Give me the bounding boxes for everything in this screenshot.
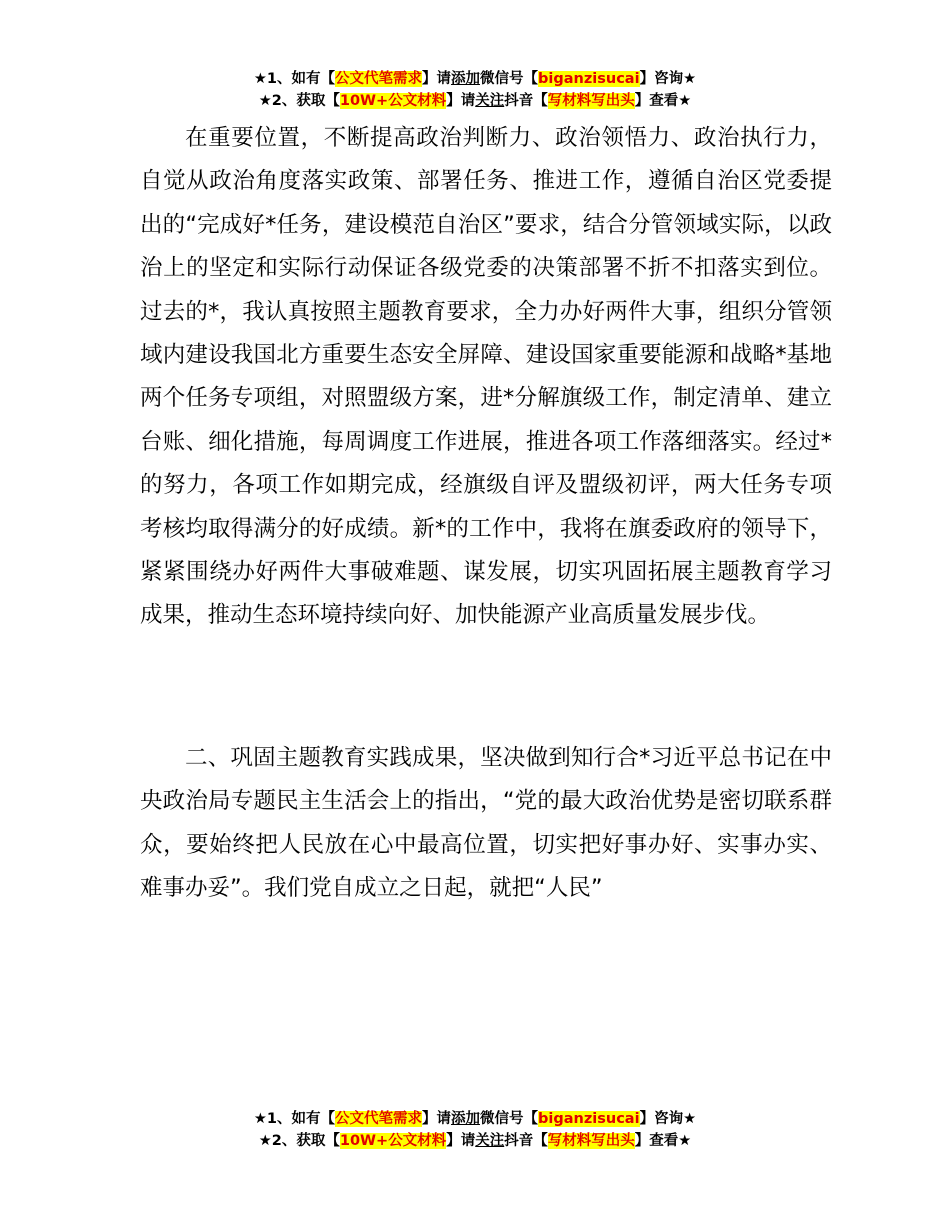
promo-highlight: 公文代笔需求 <box>335 1111 423 1127</box>
promo-underline: 关注 <box>475 1133 505 1149</box>
promo-highlight: 公文代笔需求 <box>335 71 423 87</box>
promo-line-1 <box>0 68 950 90</box>
promo-text: ★2、获取【 <box>258 1133 340 1149</box>
promo-text: 抖音【 <box>504 93 548 109</box>
promo-text: ★2、获取【 <box>258 93 340 109</box>
footer-promo-banner <box>0 1108 950 1152</box>
promo-text: 】咨询★ <box>639 71 697 87</box>
promo-line-2 <box>0 1130 950 1152</box>
promo-highlight: biganzisucai <box>538 1111 640 1127</box>
promo-highlight: 写材料写出头 <box>547 1133 635 1149</box>
promo-text: 】请 <box>422 71 452 87</box>
paragraph-1: 在重要位置，不断提高政治判断力、政治领悟力、政治执行力，自觉从政治角度落实政策、部署任务、推进工作，遵循自治区党委提出的“完成好*任务，建设模范自治区”要求，结合分管领域实际，以政治上的坚定和实际行动保证各级党委的决策部署不折不扣落实到位。过去的*，我认真按照主题教育要求，全力办好两件大事，组织分管领域内建设我国北方重要生态安全屏障、建设国家重要能源和战略*基地两个任务专项组，对照盟级方案，进*分解旗级工作，制定清单、建立台账、细化措施，每周调度工作进展，推进各项工作落细落实。经过*的努力，各项工作如期完成，经旗级自评及盟级初评，两大任务专项考核均取得满分的好成绩。新*的工作中，我将在旗委政府的领导下，紧紧围绕办好两件大事破难题、谋发展，切实巩固拓展主题教育学习成果，推动生态环境持续向好、加快能源产业高质量发展步伐。 <box>140 125 832 629</box>
promo-highlight: 写材料写出头 <box>547 93 635 109</box>
promo-highlight: 10W+公文材料 <box>339 93 447 109</box>
document-body-section-1 <box>140 117 832 638</box>
promo-text: 微信号【 <box>480 71 539 87</box>
promo-line-1 <box>0 1108 950 1130</box>
document-body-section-2 <box>140 737 832 911</box>
promo-text: ★1、如有【 <box>253 71 336 87</box>
promo-line-2 <box>0 90 950 112</box>
promo-highlight: 10W+公文材料 <box>339 1133 447 1149</box>
promo-text: 抖音【 <box>504 1133 548 1149</box>
promo-text: 微信号【 <box>480 1111 539 1127</box>
promo-underline: 关注 <box>475 93 505 109</box>
paragraph-2: 二、巩固主题教育实践成果，坚决做到知行合*习近平总书记在中央政治局专题民主生活会上的指出，“党的最大政治优势是密切联系群众，要始终把人民放在心中最高位置，切实把好事办好、实事办实、难事办妥”。我们党自成立之日起，就把“人民” <box>140 745 832 902</box>
promo-text: 】请 <box>446 93 476 109</box>
promo-highlight: biganzisucai <box>538 71 640 87</box>
header-promo-banner <box>0 68 950 112</box>
promo-underline: 添加 <box>451 1111 481 1127</box>
promo-text: 】咨询★ <box>639 1111 697 1127</box>
promo-underline: 添加 <box>451 71 481 87</box>
promo-text: 】查看★ <box>634 1133 692 1149</box>
promo-text: 】查看★ <box>634 93 692 109</box>
promo-text: 】请 <box>422 1111 452 1127</box>
promo-text: ★1、如有【 <box>253 1111 336 1127</box>
promo-text: 】请 <box>446 1133 476 1149</box>
